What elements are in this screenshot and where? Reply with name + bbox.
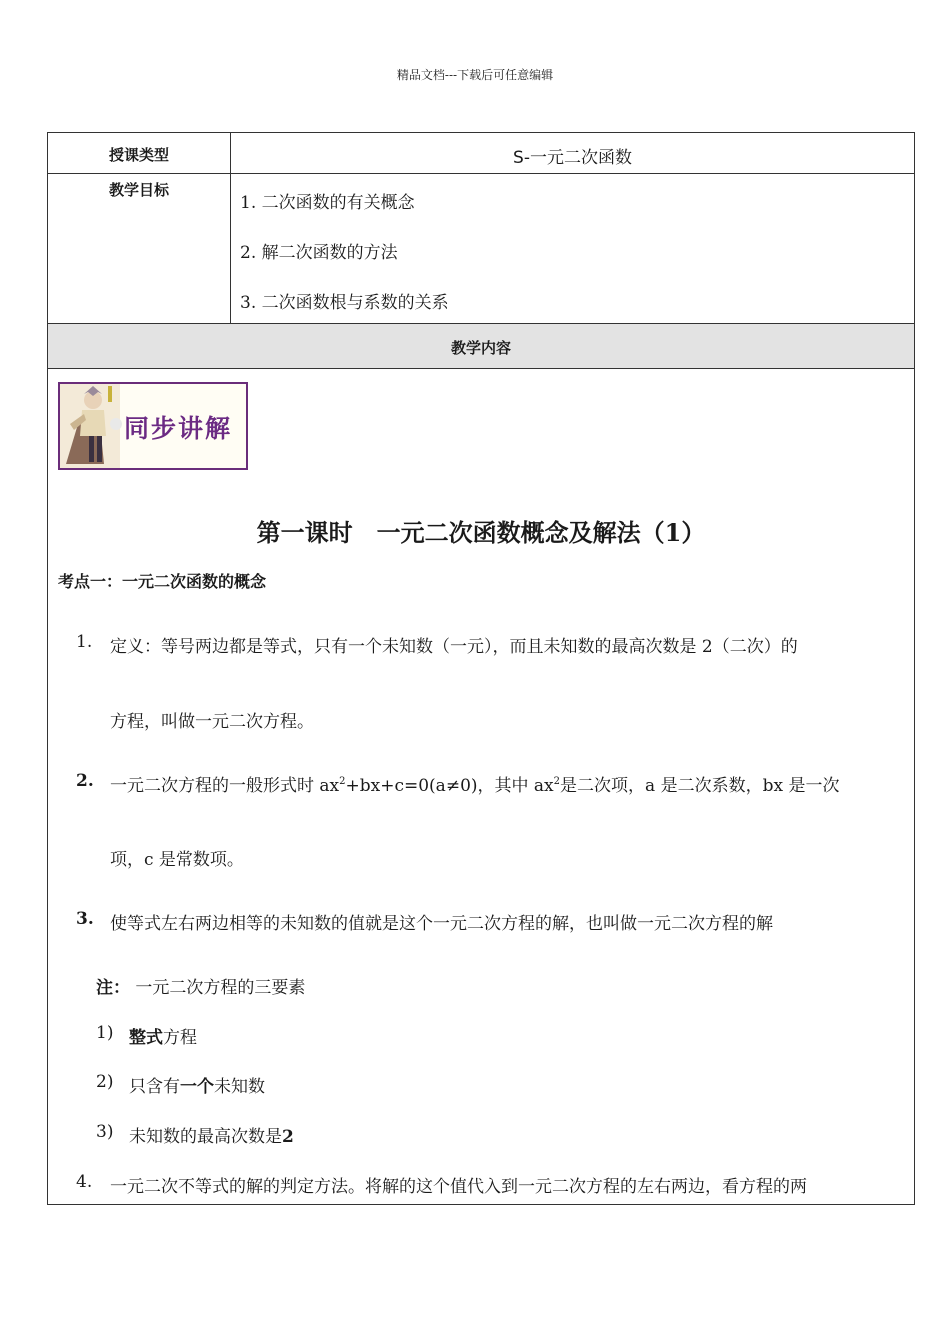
plain: 未知数的最高次数是 [129,1127,282,1147]
item-text: 一元二次不等式的解的判定方法。将解的这个值代入到一元二次方程的左右两边，看方程的两 [110,1177,807,1197]
sub-item-number: 1) [96,1023,114,1043]
formula-text: 一元二次方程的一般形式时 ax [110,776,340,796]
sub-item-number: 3) [96,1122,114,1142]
emphasis: 整式 [129,1028,163,1048]
lesson-table [47,132,915,1205]
banner-label: 同步讲解 [124,414,233,443]
emphasis: 2 [282,1127,294,1147]
item-text: 定义：等号两边都是等式，只有一个未知数（一元），而且未知数的最高次数是 2（二次）的 [110,637,798,657]
row-label-goals: 教学目标 [108,181,169,199]
superscript: 2 [553,776,561,787]
sync-lecture-banner [58,382,248,470]
goal-item: 3. 二次函数根与系数的关系 [240,293,449,313]
note-text: 一元二次方程的三要素 [135,978,306,998]
item-text: 项，c 是常数项。 [110,850,244,870]
item-number: 2. [76,771,94,791]
row-value-type: S-一元二次函数 [513,148,632,168]
table-row-goals [48,174,914,324]
emphasis: 一个 [180,1077,214,1097]
note-label: 注： [96,978,130,998]
sub-item-text [129,1122,294,1147]
item-number: 1. [76,632,93,652]
section-heading: 考点一：一元二次函数的概念 [58,572,267,591]
item-number: 4. [76,1172,93,1192]
superscript: 2 [339,776,346,787]
sub-item-text [129,1023,197,1048]
item-text: 使等式左右两边相等的未知数的值就是这个一元二次方程的解，也叫做一元二次方程的解 [110,914,773,934]
sub-item-text [129,1072,265,1097]
item-text: 方程，叫做一元二次方程。 [110,712,314,732]
item-number: 3. [76,909,94,929]
lesson-title: 第一课时 一元二次函数概念及解法（1） [256,518,706,547]
formula-text: 是二次项，a 是二次系数，bx 是一次 [560,776,840,796]
plain: 方程 [163,1028,197,1048]
table-row-content-header [48,324,914,369]
table-row-type [48,133,914,174]
page-header: 精品文档---下载后可任意编辑 [396,68,554,82]
plain: 只含有 [129,1077,180,1097]
sub-item-number: 2) [96,1072,114,1092]
note-line [96,973,305,998]
plain: 未知数 [214,1077,265,1097]
item-text [110,771,839,796]
content-header-label: 教学内容 [450,339,511,357]
goal-item: 1. 二次函数的有关概念 [240,193,415,213]
formula-text: +bx+c=0(a≠0)，其中 ax [345,776,554,796]
row-label-type: 授课类型 [108,146,169,164]
goal-item: 2. 解二次函数的方法 [240,243,398,263]
